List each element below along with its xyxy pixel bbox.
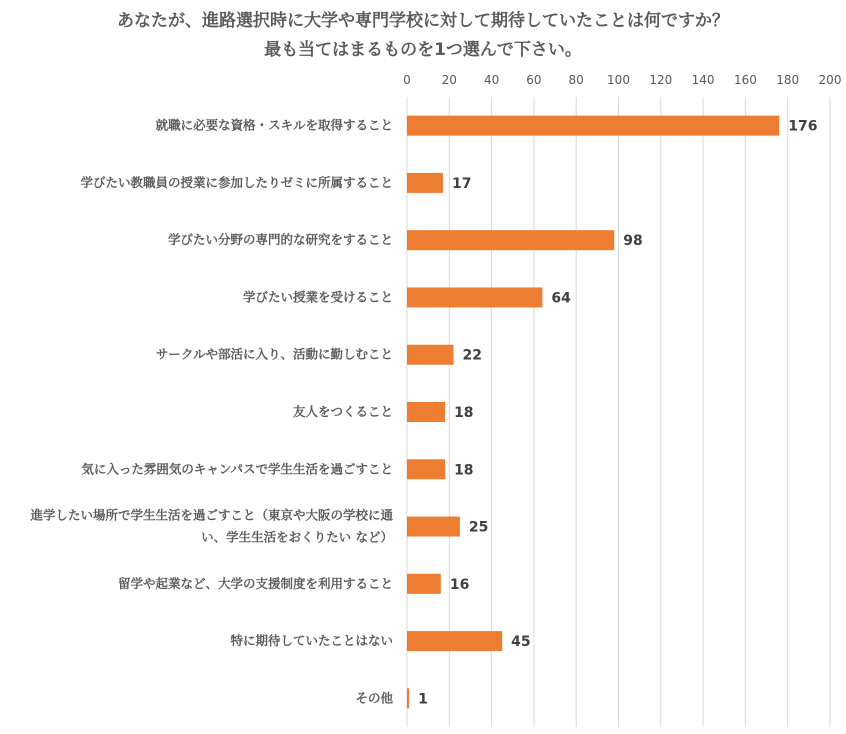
value-label: 18 — [454, 405, 474, 421]
value-label: 64 — [551, 290, 571, 307]
value-label: 45 — [511, 634, 531, 651]
value-label: 18 — [454, 462, 474, 479]
category-label: その他 — [355, 690, 393, 706]
category-label: 学びたい授業を受けること — [242, 289, 393, 305]
x-tick-label: 120 — [649, 73, 673, 87]
value-label: 176 — [788, 118, 818, 135]
category-label: 友人をつくること — [292, 404, 393, 419]
value-label: 22 — [462, 347, 483, 364]
category-label: 学びたい教職員の授業に参加したりゼミに所属すること — [80, 174, 393, 190]
chart-title-line-1: あなたが、進路選択時に大学や専門学校に対して期待していたことは何ですか？ — [117, 11, 729, 31]
category-label: 学びたい分野の専門的な研究をすること — [167, 232, 393, 248]
category-label: サークルや部活に入り、活動に勤しむこと — [155, 346, 393, 362]
category-label: 進学したい場所で学生生活を過ごすこと（東京や大阪の学校に通 — [30, 507, 393, 523]
bar — [407, 688, 409, 708]
bar — [407, 230, 614, 250]
bar — [407, 517, 460, 537]
category-label: い、学生生活をおくりたい など） — [201, 529, 393, 545]
value-label: 16 — [449, 576, 470, 593]
chart-title-line-2: 最も当てはまるものを1つ選んで下さい。 — [264, 40, 582, 60]
category-label: 就職に必要な資格・スキルを取得すること — [155, 117, 393, 133]
x-tick-label: 140 — [691, 73, 715, 87]
x-tick-label: 20 — [441, 73, 457, 87]
x-tick-label: 0 — [403, 73, 411, 87]
bar — [407, 287, 542, 307]
value-label: 17 — [451, 175, 472, 192]
bar — [407, 459, 445, 479]
x-tick-label: 180 — [776, 73, 800, 87]
x-tick-label: 100 — [607, 73, 630, 87]
x-tick-label: 80 — [568, 73, 584, 87]
bar — [407, 345, 454, 365]
x-tick-label: 200 — [818, 73, 842, 87]
value-label: 98 — [623, 233, 643, 250]
value-label: 25 — [468, 519, 489, 536]
bar — [407, 173, 443, 193]
bar — [407, 574, 441, 594]
bar — [407, 402, 445, 422]
x-tick-label: 160 — [733, 73, 757, 87]
x-tick-label: 60 — [526, 73, 542, 87]
category-label: 留学や起業など、大学の支援制度を利用すること — [117, 575, 393, 591]
category-label: 特に期待していたことはない — [230, 633, 393, 649]
category-label: 気に入った雰囲気のキャンパスで学生生活を過ごすこと — [81, 461, 393, 477]
bar — [407, 116, 779, 136]
bar — [407, 631, 502, 651]
value-label: 1 — [418, 691, 428, 708]
x-tick-label: 40 — [483, 73, 500, 87]
